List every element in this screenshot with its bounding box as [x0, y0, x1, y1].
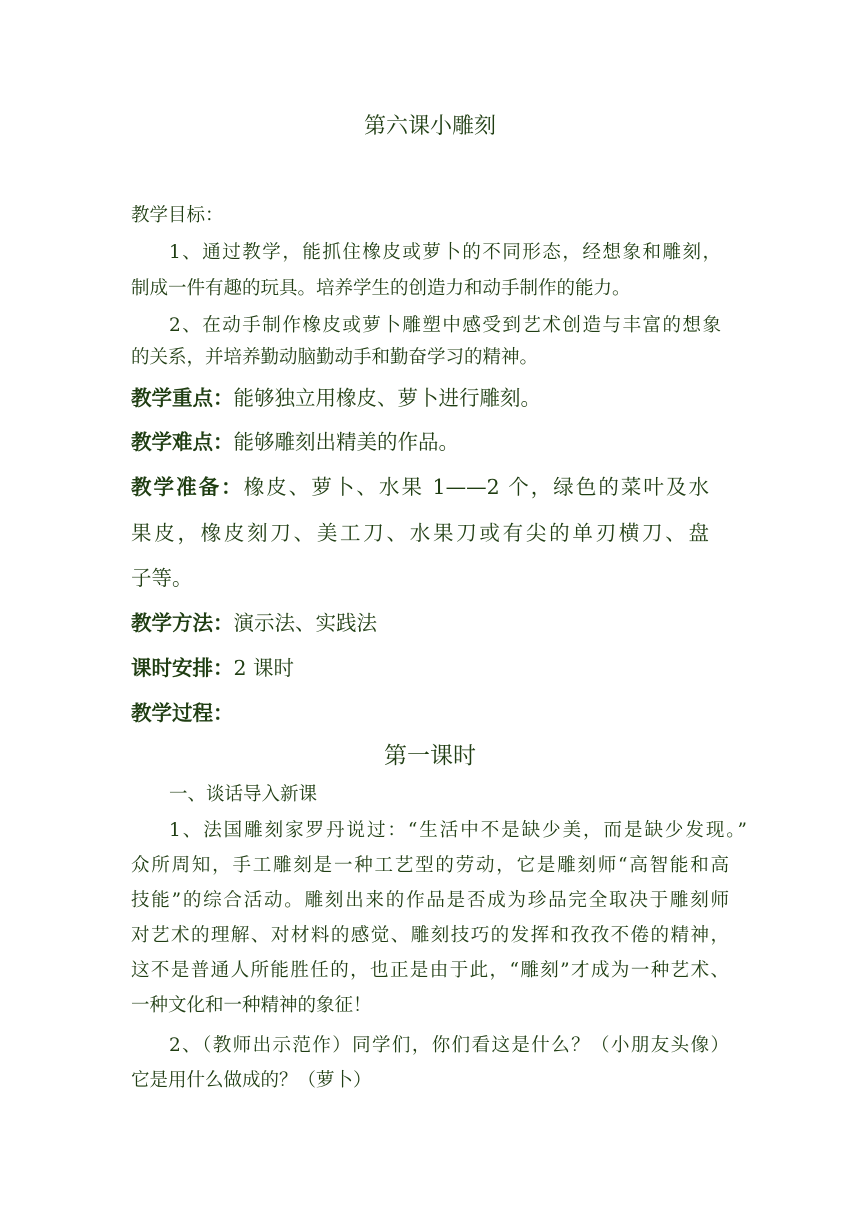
difficulties-text: 能够雕刻出精美的作品。: [233, 430, 459, 454]
key-points-text: 能够独立用橡皮、萝卜进行雕刻。: [233, 386, 541, 410]
document-title: 第六课小雕刻: [363, 114, 496, 139]
objectives-heading: 教学目标：: [131, 205, 224, 226]
key-points-row: [131, 383, 541, 413]
preparation-label: 教学准备：: [131, 475, 244, 499]
lesson-1-para-1-line-3: 技能”的综合活动。雕刻出来的作品是否成为珍品完全取决于雕刻师: [131, 890, 729, 911]
methods-text: 演示法、实践法: [233, 611, 377, 635]
preparation-row: [131, 472, 709, 502]
objective-2-line-2: 的关系，并培养勤动脑勤动手和勤奋学习的精神。: [131, 347, 539, 368]
schedule-text: 2 课时: [233, 656, 295, 680]
key-points-label: 教学重点：: [131, 386, 234, 410]
preparation-line-1: 橡皮、萝卜、水果 1——2 个，绿色的菜叶及水: [243, 475, 710, 499]
lesson-1-para-1-line-2: 众所周知，手工雕刻是一种工艺型的劳动，它是雕刻师“高智能和高: [131, 855, 729, 876]
schedule-label: 课时安排：: [131, 656, 234, 680]
preparation-line-3: 子等。: [131, 566, 193, 590]
preparation-line-2: 果皮，橡皮刻刀、美工刀、水果刀或有尖的单刃横刀、盘: [131, 521, 709, 545]
methods-label: 教学方法：: [131, 611, 234, 635]
lesson-1-para-2-line-1: 2、（教师出示范作）同学们，你们看这是什么？（小朋友头像）: [169, 1035, 729, 1056]
lesson-1-para-1-line-5: 这不是普通人所能胜任的，也正是由于此，“雕刻”才成为一种艺术、: [131, 960, 729, 981]
difficulties-label: 教学难点：: [131, 430, 234, 454]
lesson-1-para-1-line-6: 一种文化和一种精神的象征！: [131, 995, 372, 1016]
lesson-1-para-1-line-4: 对艺术的理解、对材料的感觉、雕刻技巧的发挥和孜孜不倦的精神，: [131, 925, 729, 946]
lesson-1-heading: 第一课时: [384, 743, 476, 769]
methods-row: [131, 608, 377, 638]
objective-1-line-1: 1、通过教学，能抓住橡皮或萝卜的不同形态，经想象和雕刻，: [169, 242, 721, 263]
lesson-1-para-1-line-1: 1、法国雕刻家罗丹说过：“生活中不是缺少美，而是缺少发现。”: [169, 820, 747, 841]
schedule-row: [131, 653, 294, 683]
lesson-1-part-1: 一、谈话导入新课: [169, 784, 318, 805]
objective-1-line-2: 制成一件有趣的玩具。培养学生的创造力和动手制作的能力。: [131, 278, 631, 299]
process-label: 教学过程：: [131, 701, 234, 725]
lesson-1-para-2-line-2: 它是用什么做成的？（萝卜）: [131, 1070, 372, 1091]
difficulties-row: [131, 427, 459, 457]
objective-2-line-1: 2、在动手制作橡皮或萝卜雕塑中感受到艺术创造与丰富的想象: [169, 315, 721, 336]
process-row: [131, 698, 234, 728]
